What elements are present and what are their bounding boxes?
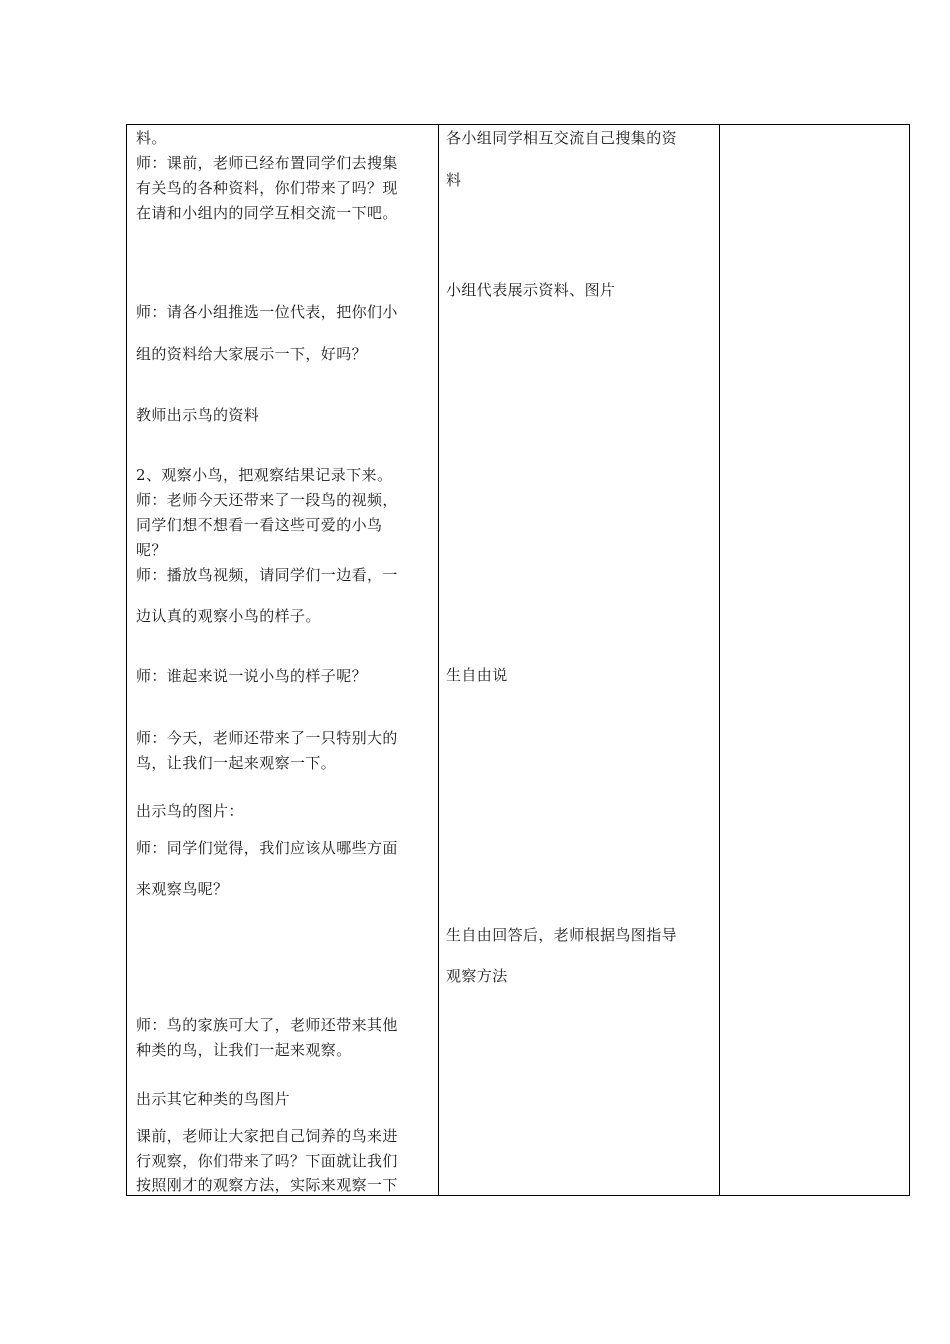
student-text: 生自由回答后，老师根据鸟图指导 xyxy=(446,926,678,944)
teacher-text: 鸟，让我们一起来观察一下。 xyxy=(136,754,337,772)
teacher-text: 按照刚才的观察方法，实际来观察一下 xyxy=(136,1176,398,1194)
teacher-text: 种类的鸟，让我们一起来观察。 xyxy=(136,1041,352,1059)
teacher-text: 有关鸟的各种资料，你们带来了吗？现 xyxy=(136,179,398,197)
teacher-text: 呢？ xyxy=(136,541,167,559)
teacher-text: 师：请各小组推选一位代表，把你们小 xyxy=(136,303,398,321)
student-text: 观察方法 xyxy=(446,967,508,985)
teacher-text: 边认真的观察小鸟的样子。 xyxy=(136,607,321,625)
teacher-text: 同学们想不想看一看这些可爱的小鸟 xyxy=(136,516,383,534)
teacher-text: 师：课前，老师已经布置同学们去搜集 xyxy=(136,154,398,172)
teacher-text: 师：谁起来说一说小鸟的样子呢？ xyxy=(136,667,368,685)
teacher-text: 师：鸟的家族可大了，老师还带来其他 xyxy=(136,1016,398,1034)
student-text: 小组代表展示资料、图片 xyxy=(446,281,616,299)
teacher-text: 师：同学们觉得，我们应该从哪些方面 xyxy=(136,839,398,857)
teacher-text: 出示鸟的图片： xyxy=(136,802,244,820)
teacher-text: 师：今天，老师还带来了一只特别大的 xyxy=(136,729,398,747)
teacher-text: 行观察，你们带来了吗？下面就让我们 xyxy=(136,1152,398,1170)
teacher-text: 课前，老师让大家把自己饲养的鸟来进 xyxy=(136,1127,398,1145)
teacher-text: 师：播放鸟视频，请同学们一边看，一 xyxy=(136,566,398,584)
student-text: 各小组同学相互交流自己搜集的资 xyxy=(446,129,678,147)
column-divider xyxy=(719,125,720,1195)
teacher-text: 在请和小组内的同学互相交流一下吧。 xyxy=(136,204,398,222)
teacher-text: 来观察鸟呢？ xyxy=(136,880,229,898)
teacher-text: 料。 xyxy=(136,129,167,147)
lesson-table xyxy=(126,124,910,1196)
teacher-text: 2、观察小鸟，把观察结果记录下来。 xyxy=(136,466,393,484)
teacher-text: 组的资料给大家展示一下，好吗？ xyxy=(136,345,368,363)
column-divider xyxy=(438,125,439,1195)
teacher-text: 出示其它种类的鸟图片 xyxy=(136,1090,291,1108)
teacher-text: 师：老师今天还带来了一段鸟的视频， xyxy=(136,491,398,509)
student-text: 料 xyxy=(446,171,462,189)
student-text: 生自由说 xyxy=(446,666,508,684)
teacher-text: 教师出示鸟的资料 xyxy=(136,406,260,424)
